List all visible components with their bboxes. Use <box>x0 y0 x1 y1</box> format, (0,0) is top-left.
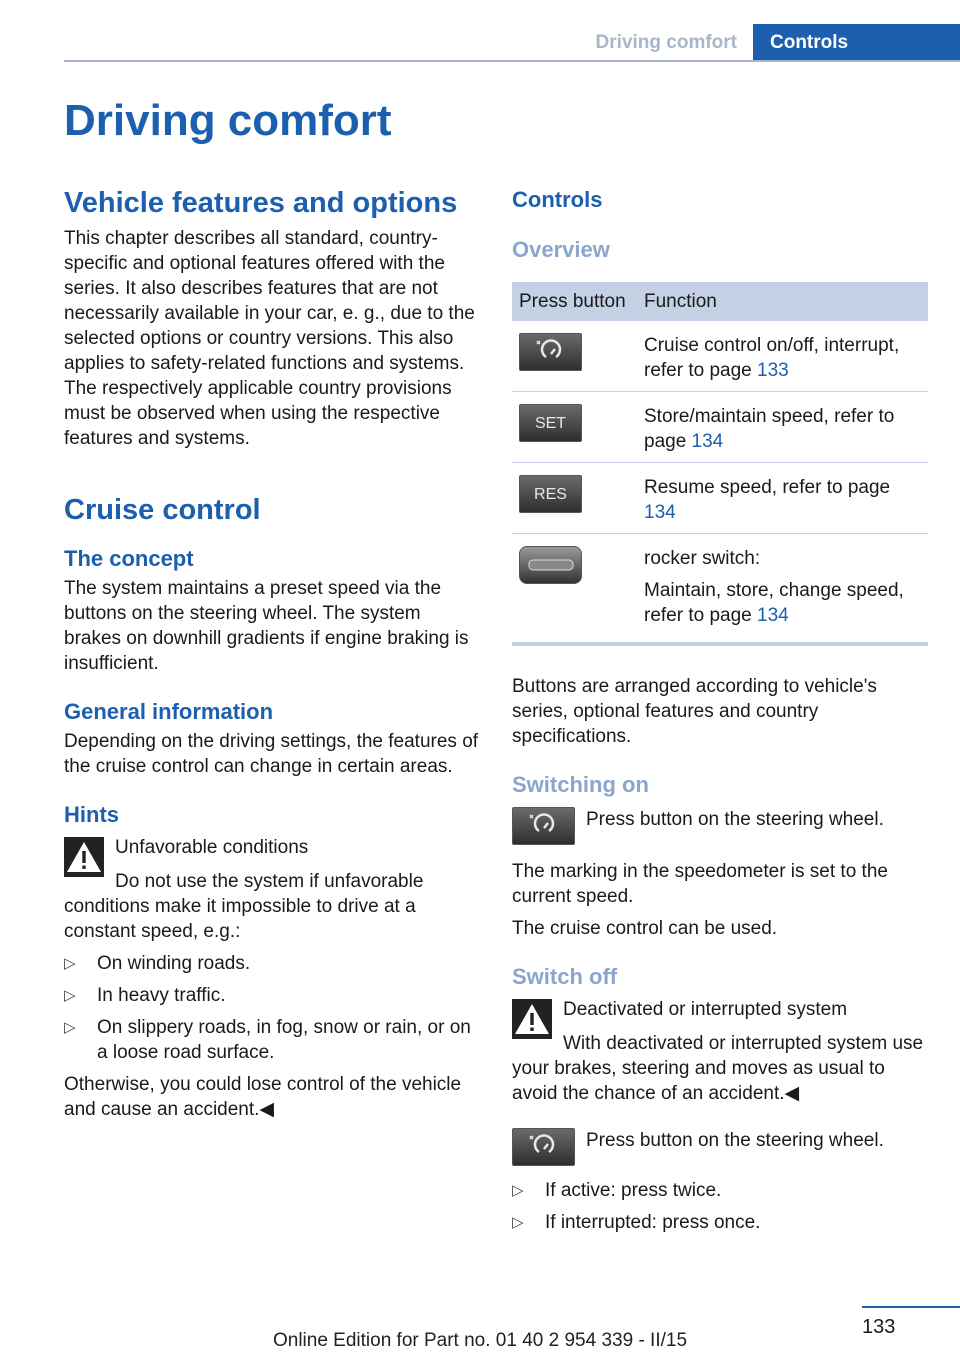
table-row <box>512 392 928 463</box>
heading-cruise-control: Cruise control <box>64 494 261 526</box>
heading-general: General information <box>64 699 274 724</box>
column-header-button: Press button <box>512 282 637 321</box>
heading-switching-on: Switching on <box>512 772 649 797</box>
function-cell: Cruise control on/off, interrupt, refer to page 133 <box>637 321 928 392</box>
warning-text: Do not use the system if unfavorable conditions make it impossible to drive at a constant speed, e.g.: <box>64 871 424 942</box>
list-item: ▷ In heavy traffic. <box>64 985 226 1006</box>
bullet-triangle-icon: ▷ <box>512 1214 524 1231</box>
warning-icon <box>512 999 552 1039</box>
warning-text: With deactivated or interrupted system use your brakes, steering and moves as usual to avoid the chance of an accident.◀ <box>512 1033 924 1104</box>
warning-title: Unfavorable conditions <box>115 837 309 858</box>
switch-on-instruction <box>512 807 928 845</box>
switch-on-text: Press button on the steering wheel. <box>586 809 884 830</box>
heading-controls: Controls <box>512 187 603 212</box>
cruise-button-icon <box>519 333 582 371</box>
cruise-button-icon <box>512 1128 575 1166</box>
column-header-function: Function <box>637 282 928 321</box>
hints-warning <box>64 835 482 944</box>
warning-title: Deactivated or interrupted system <box>563 999 848 1020</box>
list-item: ▷ If interrupted: press once. <box>512 1212 761 1233</box>
otherwise-paragraph: Otherwise, you could lose control of the vehicle and cause an accident.◀ <box>64 1074 462 1120</box>
switch-off-text: Press button on the steering wheel. <box>586 1130 884 1151</box>
page-number-rule <box>862 1306 960 1308</box>
list-item: ▷ On winding roads. <box>64 953 251 974</box>
list-item: ▷ On slippery roads, in fog, snow or rain, or on a loose road surface. <box>64 1017 471 1063</box>
overview-table <box>512 282 928 646</box>
function-cell: rocker switch: Maintain, store, change speed, refer to page 134 <box>637 534 928 645</box>
page-link[interactable]: 134 <box>691 431 724 452</box>
table-row <box>512 321 928 392</box>
can-be-used-paragraph: The cruise control can be used. <box>512 918 778 939</box>
switch-off-list <box>512 1178 928 1235</box>
cruise-button-icon <box>512 807 575 845</box>
arranged-paragraph: Buttons are arranged according to vehicle's series, optional features and country specifications. <box>512 676 877 747</box>
set-button-icon: SET <box>519 404 582 442</box>
concept-paragraph: The system maintains a preset speed via the buttons on the steering wheel. The system brakes on downhill gradients if engine braking is insufficient. <box>64 578 469 674</box>
page-link[interactable]: 134 <box>644 502 676 523</box>
res-button-icon: RES <box>519 475 582 513</box>
bullet-triangle-icon: ▷ <box>64 1019 76 1036</box>
running-header <box>596 24 960 60</box>
page-link[interactable]: 133 <box>757 360 789 381</box>
bullet-triangle-icon: ▷ <box>64 987 76 1004</box>
heading-concept: The concept <box>64 546 194 571</box>
page-number: 133 <box>862 1316 896 1338</box>
left-column <box>64 186 482 1122</box>
page-title: Driving comfort <box>64 96 392 145</box>
header-rule <box>64 60 960 62</box>
function-cell: Resume speed, refer to page 134 <box>637 463 928 534</box>
marking-paragraph: The marking in the speedometer is set to the current speed. <box>512 861 888 907</box>
right-column <box>512 186 928 1235</box>
features-paragraph: This chapter describes all standard, country-specific and optional features offered with the series. It also describes features that are not necessarily available in your car, e. g., due to the selected options or country versions. This also applies to safety-related functions and systems. The respectively applicable country provisions must be observed when using the respective features and systems. <box>64 228 475 449</box>
header-section: Driving comfort <box>595 32 737 53</box>
bullet-triangle-icon: ▷ <box>64 955 76 972</box>
function-cell: Store/maintain speed, refer to page 134 <box>637 392 928 463</box>
header-chapter: Controls <box>753 24 960 60</box>
page-link[interactable]: 134 <box>757 605 789 626</box>
heading-hints: Hints <box>64 802 119 827</box>
table-row <box>512 463 928 534</box>
heading-switch-off: Switch off <box>512 964 618 989</box>
heading-overview: Overview <box>512 237 610 262</box>
switch-off-instruction <box>512 1128 928 1166</box>
rocker-switch-icon <box>519 546 582 584</box>
table-row <box>512 534 928 645</box>
heading-features: Vehicle features and options <box>64 187 458 219</box>
conditions-list <box>64 951 482 1065</box>
switch-off-warning <box>512 997 928 1106</box>
bullet-triangle-icon: ▷ <box>512 1182 524 1199</box>
table-header-row <box>512 282 928 321</box>
general-paragraph: Depending on the driving settings, the features of the cruise control can change in certain areas. <box>64 731 479 777</box>
warning-icon <box>64 837 104 877</box>
footer-edition: Online Edition for Part no. 01 40 2 954 339 - II/15 <box>272 1330 688 1351</box>
list-item: ▷ If active: press twice. <box>512 1180 722 1201</box>
